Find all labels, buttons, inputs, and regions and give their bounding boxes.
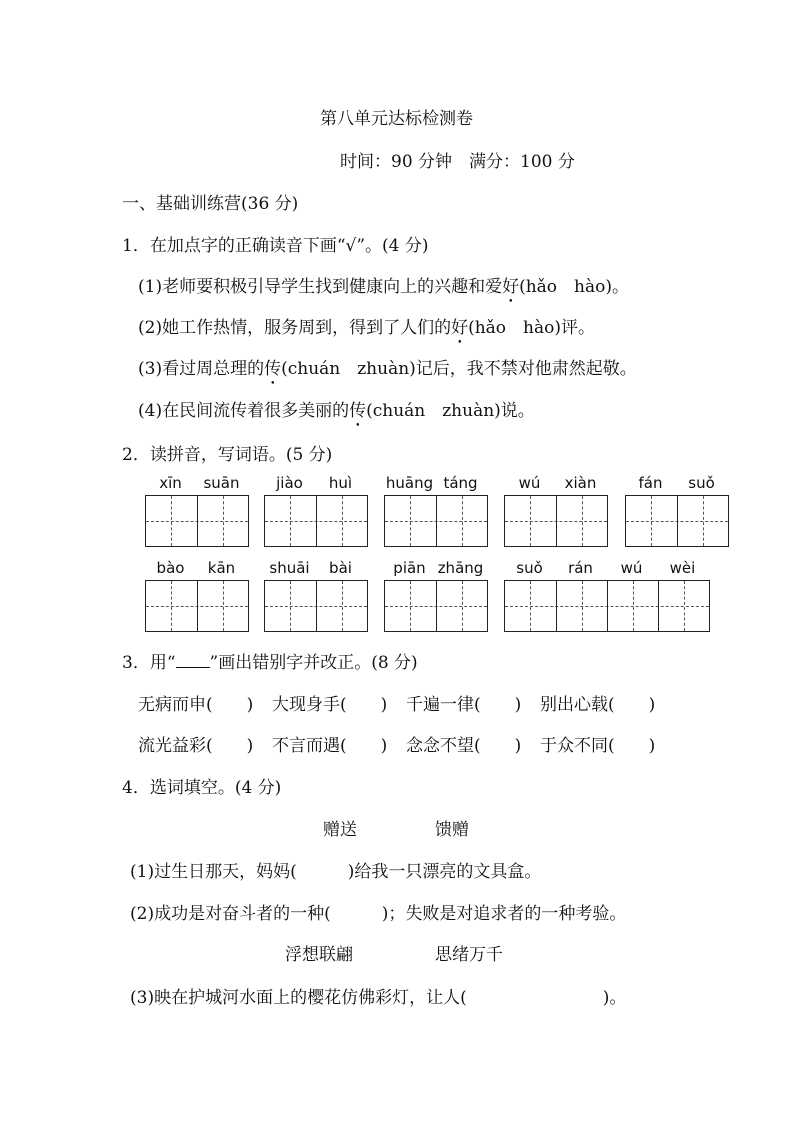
dotted-char: 传 xyxy=(349,401,367,421)
pinyin-label: jiào xyxy=(276,474,303,492)
writing-cell[interactable] xyxy=(677,496,728,546)
pinyin-label: wú xyxy=(620,559,643,577)
q4-item[interactable]: (3)映在护城河水面上的樱花仿佛彩灯，让人( )。 xyxy=(130,988,627,1008)
pinyin-label: zhāng xyxy=(437,559,484,577)
pinyin-label: xīn xyxy=(159,474,182,492)
q3-prompt-text: 3．用“ xyxy=(122,653,176,673)
q3-row xyxy=(138,690,698,714)
writing-cell[interactable] xyxy=(436,581,487,631)
grid-guide-line xyxy=(633,581,634,631)
grid-guide-line xyxy=(530,581,531,631)
writing-box[interactable] xyxy=(625,495,729,547)
word-choice: 浮想联翩 xyxy=(285,945,353,965)
writing-cell[interactable] xyxy=(385,496,436,546)
dotted-char: 好 xyxy=(451,318,469,338)
pinyin-label: suǒ xyxy=(688,474,715,492)
pinyin-label: fán xyxy=(638,474,663,492)
idiom-correction[interactable]: 于众不同( ) xyxy=(540,736,656,756)
grid-guide-line xyxy=(462,581,463,631)
grid-guide-line xyxy=(171,496,172,546)
q4-item[interactable]: (1)过生日那天，妈妈( )给我一只漂亮的文具盒。 xyxy=(130,862,542,882)
grid-guide-line xyxy=(410,581,411,631)
idiom-correction[interactable]: 流光益彩( ) xyxy=(138,736,254,756)
pinyin-label: suǒ xyxy=(516,559,543,577)
dotted-char: 好 xyxy=(502,277,520,297)
writing-box[interactable] xyxy=(145,495,249,547)
grid-guide-line xyxy=(582,496,583,546)
q1-item-text: (chuán zhuàn)说。 xyxy=(366,401,535,421)
q1-item-text: (2)她工作热情，服务周到，得到了人们的 xyxy=(138,318,452,338)
writing-cell[interactable] xyxy=(316,581,367,631)
section-heading: 一、基础训练营(36 分) xyxy=(122,194,299,214)
grid-guide-line xyxy=(684,581,685,631)
grid-guide-line xyxy=(462,496,463,546)
word-choice: 赠送 xyxy=(323,820,357,840)
writing-cell[interactable] xyxy=(607,581,658,631)
idiom-correction[interactable]: 千遍一律( ) xyxy=(406,695,522,715)
writing-cell[interactable] xyxy=(385,581,436,631)
q1-item-text: (3)看过周总理的 xyxy=(138,359,265,379)
underline-sample xyxy=(176,653,210,668)
q1-item xyxy=(138,313,595,348)
q1-item-text: (hǎo hào)评。 xyxy=(468,318,595,338)
word-choice: 思绪万千 xyxy=(435,945,503,965)
grid-guide-line xyxy=(651,496,652,546)
grid-guide-line xyxy=(290,496,291,546)
grid-guide-line xyxy=(582,581,583,631)
writing-box[interactable] xyxy=(264,580,368,632)
dotted-char: 传 xyxy=(264,359,282,379)
q1-item-text: (4)在民间流传着很多美丽的 xyxy=(138,401,350,421)
grid-guide-line xyxy=(703,496,704,546)
writing-box[interactable] xyxy=(384,495,488,547)
idiom-correction[interactable]: 念念不望( ) xyxy=(406,736,522,756)
writing-box[interactable] xyxy=(384,580,488,632)
writing-cell[interactable] xyxy=(505,496,556,546)
pinyin-label: kān xyxy=(207,559,236,577)
writing-cell[interactable] xyxy=(265,581,316,631)
writing-cell[interactable] xyxy=(436,496,487,546)
pinyin-label: huì xyxy=(328,474,353,492)
idiom-correction[interactable]: 大现身手( ) xyxy=(272,695,388,715)
grid-guide-line xyxy=(290,581,291,631)
q1-item xyxy=(138,396,535,431)
writing-cell[interactable] xyxy=(626,496,677,546)
q1-item-text: (1)老师要积极引导学生找到健康向上的兴趣和爱 xyxy=(138,277,503,297)
page-subtitle: 时间：90 分钟 满分：100 分 xyxy=(340,152,575,172)
q1-item-text: (chuán zhuàn)记后，我不禁对他肃然起敬。 xyxy=(281,359,637,379)
writing-cell[interactable] xyxy=(197,496,248,546)
q4-prompt: 4．选词填空。(4 分) xyxy=(122,778,282,798)
writing-cell[interactable] xyxy=(505,581,556,631)
pinyin-label: xiàn xyxy=(564,474,597,492)
q3-prompt-text: ”画出错别字并改正。(8 分) xyxy=(209,653,418,673)
grid-guide-line xyxy=(223,581,224,631)
writing-box[interactable] xyxy=(504,580,710,632)
pinyin-label: bào xyxy=(156,559,185,577)
writing-box[interactable] xyxy=(145,580,249,632)
grid-guide-line xyxy=(530,496,531,546)
q2-prompt: 2．读拼音，写词语。(5 分) xyxy=(122,445,333,465)
grid-guide-line xyxy=(410,496,411,546)
grid-guide-line xyxy=(223,496,224,546)
word-choice: 馈赠 xyxy=(435,820,469,840)
idiom-correction[interactable]: 无病而申( ) xyxy=(138,695,254,715)
idiom-correction[interactable]: 别出心载( ) xyxy=(540,695,656,715)
q1-item-text: (hǎo hào)。 xyxy=(519,277,629,297)
writing-cell[interactable] xyxy=(316,496,367,546)
pinyin-label: táng xyxy=(443,474,478,492)
writing-cell[interactable] xyxy=(146,581,197,631)
grid-guide-line xyxy=(171,581,172,631)
q3-prompt xyxy=(122,648,418,673)
pinyin-label: suān xyxy=(203,474,240,492)
grid-guide-line xyxy=(342,581,343,631)
writing-cell[interactable] xyxy=(265,496,316,546)
q3-row xyxy=(138,731,698,755)
pinyin-label: piān xyxy=(393,559,426,577)
writing-cell[interactable] xyxy=(197,581,248,631)
q1-item xyxy=(138,354,637,389)
pinyin-label: wèi xyxy=(669,559,696,577)
pinyin-label: wú xyxy=(518,474,541,492)
idiom-correction[interactable]: 不言而遇( ) xyxy=(272,736,388,756)
q4-item[interactable]: (2)成功是对奋斗者的一种( )；失败是对追求者的一种考验。 xyxy=(130,904,627,924)
writing-cell[interactable] xyxy=(146,496,197,546)
writing-box[interactable] xyxy=(264,495,368,547)
writing-cell[interactable] xyxy=(658,581,709,631)
pinyin-label: bài xyxy=(329,559,352,577)
writing-box[interactable] xyxy=(504,495,608,547)
page-title: 第八单元达标检测卷 xyxy=(320,109,473,129)
pinyin-label: shuāi xyxy=(269,559,310,577)
q1-prompt: 1．在加点字的正确读音下画“√”。(4 分) xyxy=(122,236,429,256)
grid-guide-line xyxy=(342,496,343,546)
writing-cell[interactable] xyxy=(556,581,607,631)
writing-cell[interactable] xyxy=(556,496,607,546)
pinyin-label: huāng xyxy=(385,474,434,492)
q1-item xyxy=(138,272,629,307)
pinyin-label: rán xyxy=(568,559,593,577)
